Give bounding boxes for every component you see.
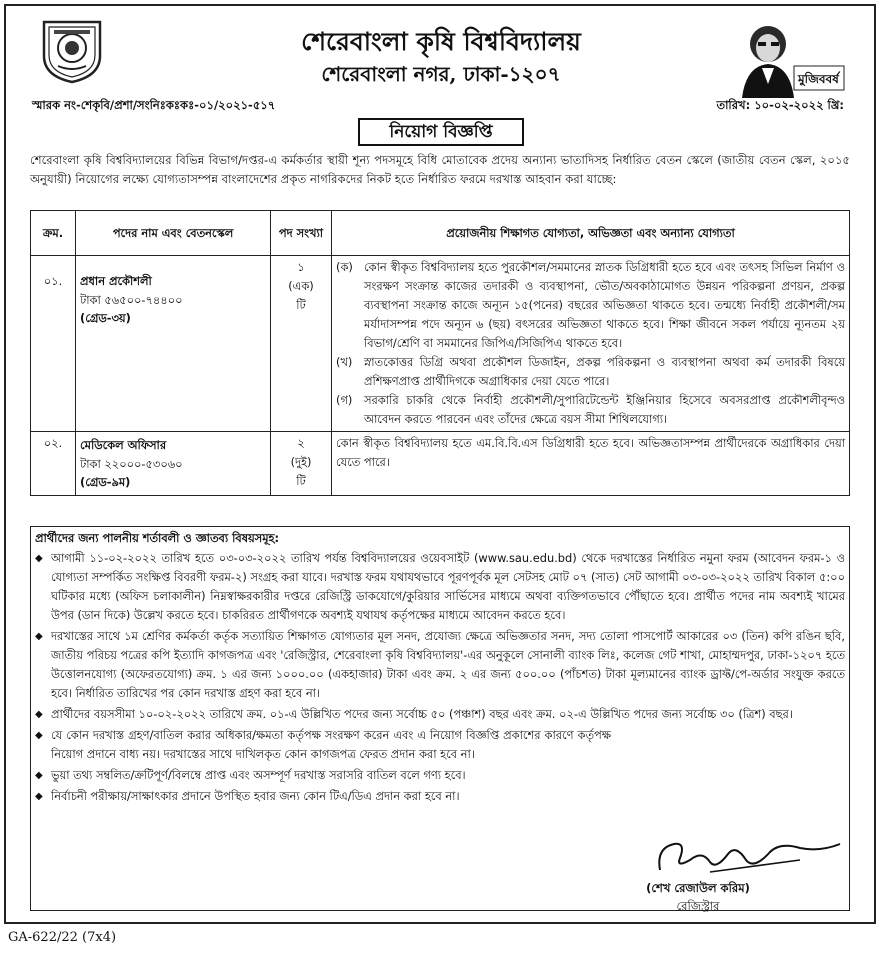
table-row	[31, 432, 850, 496]
post-count-unit: টি	[296, 298, 306, 312]
condition-text: প্রার্থীদের বয়সসীমা ১০-০২-২০২২ তারিখে ক্রম. ০১-এ উল্লিখিত পদের জন্য সর্বোচ্চ ৫০ (পঞ্চাশ) বছর এবং ক্রম. ০২-এ উল্লিখিত পদের জন্য সর্বোচ্চ ৩০ (ত্রিশ) বছর।	[51, 707, 793, 721]
signatory-title: রেজিস্ট্রার	[676, 899, 720, 913]
notice-title: নিয়োগ বিজ্ঞপ্তি	[358, 118, 524, 146]
qualification-text: স্নাতকোত্তর ডিগ্রি অথবা প্রকৌশল ডিজাইন, প্রকল্প পরিকল্পনা ও ব্যবস্থাপনা অথবা কর্ম তদারকী বিষয়ে প্রশিক্ষণপ্রাপ্ত প্রার্থীদিগকে অগ্রাধিকার দেয়া যেতে পারে।	[364, 355, 845, 388]
vacancy-table	[30, 210, 850, 496]
header-count: পদ সংখ্যা	[271, 211, 332, 256]
signatory-name: (শেখ রেজাউল করিম)	[646, 881, 750, 895]
table-row	[31, 256, 850, 432]
qualification-text: কোন স্বীকৃত বিশ্ববিদ্যালয় হতে পুরকৌশল/সমমানের স্নাতক ডিগ্রিধারী হতে হবে এবং তৎসহ সিভিল নির্মাণ ও সংরক্ষণ সংক্রান্ত কাজের তদারকী ও ব্যবস্থাপনা, ভৌত/অবকাঠামোগত উন্নয়ন পরিকল্পনা প্রণয়ন, প্রকল্প ব্যবস্থাপনা সংক্রান্ত কাজে অন্যূন ১৫(পনের) বছরের অভিজ্ঞতা থাকতে হবে। তন্মধ্যে নির্বাহী প্রকৌশলী/সম মর্যাদাসম্পন্ন পদে অন্যূন ৬ (ছয়) বৎসরের অভিজ্ঞতা থাকতে হবে। শিক্ষা জীবনে সকল পর্যায়ে ন্যূনতম ২য় বিভাগ/শ্রেণি বা সমমানের জিপিএ/সিজিপিএ থাকতে হবে।	[364, 260, 845, 350]
qualification-text: কোন স্বীকৃত বিশ্ববিদ্যালয় হতে এম.বি.বি.এস ডিগ্রিধারী হতে হবে। অভিজ্ঞতাসম্পন্ন প্রার্থীদেরকে অগ্রাধিকার দেয়া যেতে পারে।	[336, 436, 845, 469]
list-item	[35, 549, 845, 625]
bullet-icon: ◆	[35, 791, 43, 802]
table-header-row	[31, 211, 850, 256]
list-item	[35, 766, 845, 785]
bullet-icon: ◆	[35, 770, 43, 781]
row-serial: ০১.	[43, 274, 63, 288]
post-count-number: ১	[297, 260, 305, 274]
qualification-item	[336, 391, 845, 429]
header-post: পদের নাম এবং বেতনস্কেল	[76, 211, 271, 256]
publication-code: GA-622/22 (7x4)	[8, 930, 117, 945]
post-name: মেডিকেল অফিসার	[80, 438, 167, 452]
condition-text: ভুয়া তথ্য সম্বলিত/ক্রটিপূর্ণ/বিলম্বে প্রাপ্ত এবং অসম্পূর্ণ দরখাস্ত সরাসরি বাতিল বলে গণ্য হবে।	[51, 768, 466, 782]
pay-scale: টাকা ২২০০০-৫৩০৬০	[80, 457, 183, 471]
bullet-icon: ◆	[35, 709, 43, 720]
qualification-key: (খ)	[336, 355, 353, 369]
university-name: শেরেবাংলা কৃষি বিশ্ববিদ্যালয়	[301, 27, 581, 56]
list-item	[35, 705, 845, 724]
condition-text: দরখাস্তের সাথে ১ম শ্রেণির কর্মকর্তা কর্তৃক সত্যায়িত শিক্ষাগত যোগ্যতার মূল সনদ, প্রযোজ্য ক্ষেত্রে অভিজ্ঞতার সনদ, সদ্য তোলা পাসপোর্ট আকারের ০৩ (তিন) কপি রঙিন ছবি, জাতীয় পরিচয় পত্রের কপি ইত্যাদি কাগজপত্র এবং 'রেজিস্ট্রার, শেরেবাংলা কৃষি বিশ্ববিদ্যালয়'-এর অনুকূলে সোনালী ব্যাংক লিঃ, কলেজ গেট শাখা, মোহাম্মদপুর, ঢাকা-১২০৭ হতে উত্তোলনযোগ্য (অফেরতযোগ্য) ক্রম. ১ এর জন্য ১০০০.০০ (একহাজার) টাকা এবং ক্রম. ২ এর জন্য ৫০০.০০ (পাঁচশত) টাকা মূল্যমানের ব্যাংক ড্রাফ্ট/পে-অর্ডার সংযুক্ত করতে হবে। নির্ধারিত তারিখের পর কোন দরখাস্ত গ্রহণ করা হবে না।	[51, 629, 845, 700]
conditions-heading: প্রার্থীদের জন্য পালনীয় শর্তাবলী ও জ্ঞাতব্য বিষয়সমূহ:	[35, 531, 280, 545]
condition-text: যে কোন দরখাস্ত গ্রহণ/বাতিল করার অধিকার/ক্ষমতা কর্তৃপক্ষ সংরক্ষণ করেন এবং এ নিয়োগ বিজ্ঞপ্তি প্রকাশের কারণে কর্তৃপক্ষ নিয়োগ প্রদানে বাধ্য নয়। দরখাস্তের সাথে দাখিলকৃত কোন কাগজপত্র ফেরত প্রদান করা হবে না।	[51, 728, 611, 761]
list-item	[35, 627, 845, 703]
qualification-text: সরকারি চাকরি থেকে নির্বাহী প্রকৌশলী/সুপারিটেন্ডেন্ট ইঞ্জিনিয়ার হিসেবে অবসরপ্রাপ্ত প্রকৌশলীবৃন্দও আবেদন করতে পারবেন এবং তাঁদের ক্ষেত্রে বয়স সীমা শিথিলযোগ্য।	[364, 393, 845, 426]
list-item	[35, 787, 845, 806]
bullet-icon: ◆	[35, 553, 43, 564]
pay-grade: (গ্রেড-৯ম)	[80, 475, 131, 489]
post-count-word: (এক)	[288, 279, 314, 293]
pay-grade: (গ্রেড-৩য়)	[80, 311, 131, 325]
header-serial: ক্রম.	[31, 211, 76, 256]
condition-text: নির্বাচনী পরীক্ষায়/সাক্ষাৎকার প্রদানে উপস্থিত হবার জন্য কোন টিএ/ডিএ প্রদান করা হবে না।	[51, 789, 460, 803]
post-count-word: (দুই)	[290, 455, 312, 469]
registrar-signature-icon	[650, 830, 850, 878]
row-serial: ০২.	[43, 436, 63, 450]
post-name: প্রধান প্রকৌশলী	[80, 274, 152, 288]
header-qualification: প্রয়োজনীয় শিক্ষাগত যোগ্যতা, অভিজ্ঞতা এবং অন্যান্য যোগ্যতা	[332, 211, 850, 256]
bullet-icon: ◆	[35, 631, 43, 642]
qualification-key: (গ)	[336, 393, 353, 407]
university-address: শেরেবাংলা নগর, ঢাকা-১২০৭	[321, 62, 561, 86]
qualification-item	[336, 353, 845, 391]
qualification-key: (ক)	[336, 260, 353, 274]
list-item	[35, 726, 845, 764]
pay-scale: টাকা ৫৬৫০০-৭৪৪০০	[80, 293, 183, 307]
condition-text: আগামী ১১-০২-২০২২ তারিখ হতে ০৩-০৩-২০২২ তারিখ পর্যন্ত বিশ্ববিদ্যালয়ের ওয়েবসাইট (www.sau.edu.bd) থেকে দরখাস্তের নির্ধারিত নমুনা ফরম (আবেদন ফরম-১ ও যোগ্যতা সম্পর্কিত সংক্ষিপ্ত বিবরণী ফরম-২) সংগ্রহ করা যাবে। দরখাস্ত ফরম যথাযথভাবে পূরণপূর্বক মূল সেটসহ মোট ০৭ (সাত) সেট আগামী ০৩-০৩-২০২২ তারিখ বিকাল ৫:০০ ঘটিকার মধ্যে (অফিস চলাকালীন) নিম্নস্বাক্ষরকারীর দপ্তরে রেজিস্ট্রি ডাকযোগে/কুরিয়ার সার্ভিসের মাধ্যমে অথবা ব্যক্তিগতভাবে পৌঁছাতে হবে। প্রার্থীত পদের নাম অবশ্যই খামের উপর (ডান দিকে) উল্লেখ করতে হবে। চাকরিরত প্রার্থীগণকে অবশ্যই যথাযথ কর্তৃপক্ষের মাধ্যমে আবেদন করতে হবে।	[51, 551, 845, 622]
notice-date: তারিখ: ১০-০২-২০২২ খ্রি:	[716, 98, 844, 112]
memo-number: স্মারক নং-শেকৃবি/প্রশা/সংনিঃকঃকঃ-০১/২০২১-৫১৭	[32, 98, 276, 112]
portrait-caption: মুজিববর্ষ	[798, 72, 839, 86]
post-count-number: ২	[297, 436, 305, 450]
post-count-unit: টি	[296, 474, 306, 488]
qualification-item	[336, 258, 845, 353]
intro-paragraph: শেরেবাংলা কৃষি বিশ্ববিদ্যালয়ের বিভিন্ন বিভাগ/দপ্তর-এ কর্মকর্তার স্থায়ী শূন্য পদসমূহে বিধি মোতাবেক প্রদেয় অন্যান্য ভাতাদিসহ নির্ধারিত বেতন স্কেলে (জাতীয় বেতন স্কেল, ২০১৫ অনুযায়ী) নিয়োগের লক্ষ্যে যোগ্যতাসম্পন্ন বাংলাদেশের প্রকৃত নাগরিকদের নিকট হতে নির্ধারিত ফরমে দরখাস্ত আহবান করা যাচ্ছে:	[30, 153, 850, 186]
bullet-icon: ◆	[35, 730, 43, 741]
